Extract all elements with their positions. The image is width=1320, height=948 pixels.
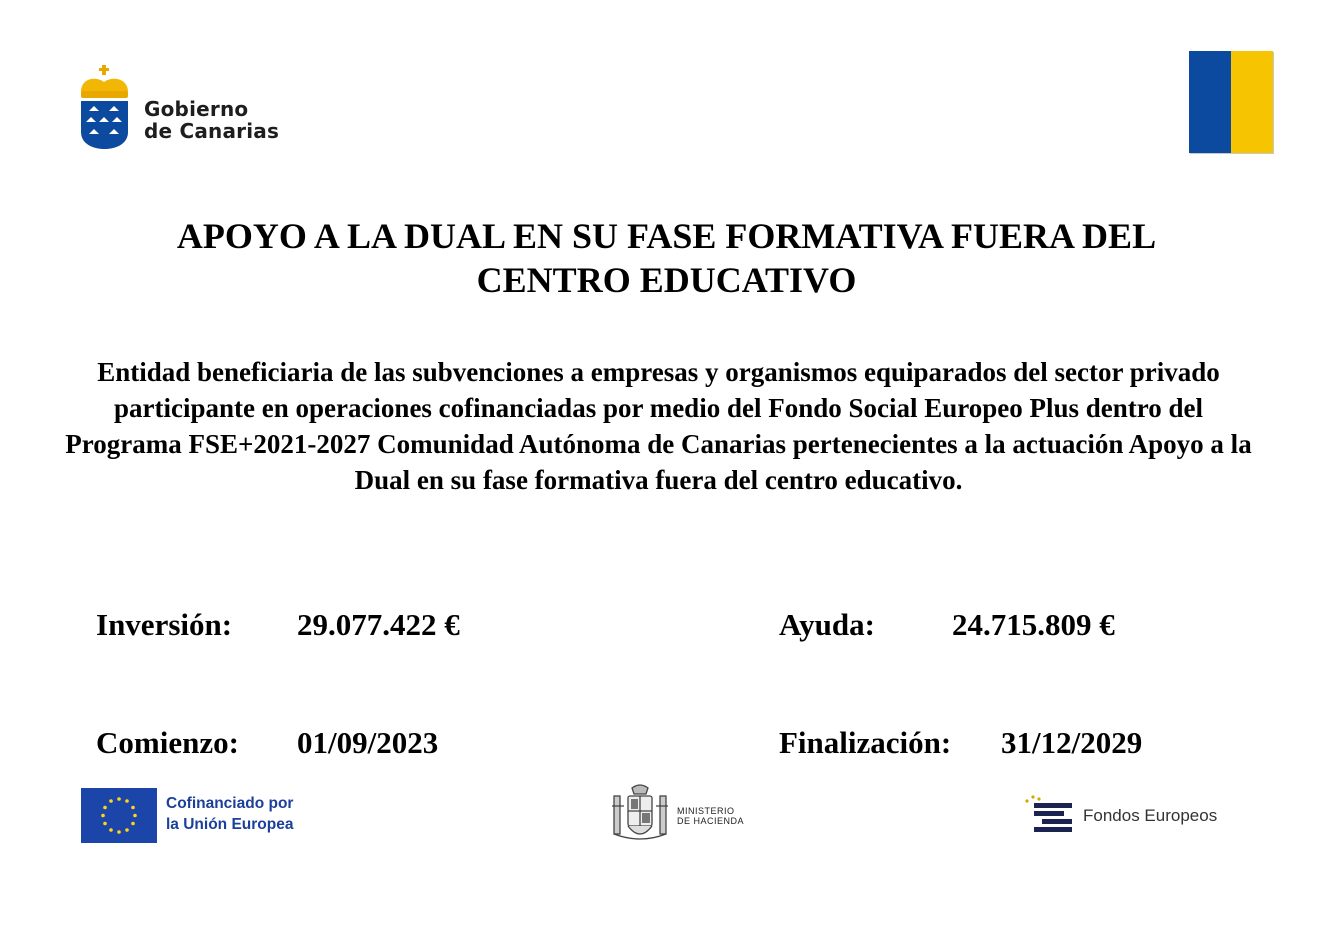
page-title xyxy=(60,214,1273,302)
eu-flag-icon xyxy=(81,788,157,843)
brand-name xyxy=(144,98,279,142)
ministry-line-2: DE HACIENDA xyxy=(677,816,745,826)
title-line-2: CENTRO EDUCATIVO xyxy=(476,260,857,300)
flag-yellow-stripe xyxy=(1231,51,1273,153)
title-line-1: APOYO A LA DUAL EN SU FASE FORMATIVA FUERA DEL xyxy=(176,216,1157,256)
fondos-europeos-logo xyxy=(1022,794,1222,836)
flag-blue-stripe xyxy=(1189,51,1231,153)
gobierno-de-canarias-logo xyxy=(78,64,318,154)
brand-line-1: Gobierno xyxy=(144,97,249,121)
investment-value: 29.077.422 € xyxy=(297,607,460,642)
start-label: Comienzo: xyxy=(96,725,239,760)
ministry-name xyxy=(677,806,744,826)
canary-islands-flag xyxy=(1189,51,1273,153)
beneficiary-description: Entidad beneficiaria de las subvenciones a empresas y organismos equiparados del sector privado participante en operaciones cofinanciadas por medio del Fondo Social Europeo Plus dentro del Programa FSE+2021-2027 Comunidad Autónoma de Canarias pertenecientes a la actuación Apoyo a la Dual en su fase formativa fuera del centro educativo. xyxy=(65,357,1252,495)
eu-text-line-2: la Unión Europea xyxy=(166,816,294,833)
eu-cofunded-text xyxy=(157,788,308,843)
crown-shield-emblem-icon xyxy=(78,64,138,154)
eu-text-line-1: Cofinanciado por xyxy=(166,795,294,812)
ministry-line-1: MINISTERIO xyxy=(677,806,735,816)
end-label: Finalización: xyxy=(779,725,952,760)
spain-coat-of-arms-icon xyxy=(610,782,670,848)
end-value: 31/12/2029 xyxy=(1001,725,1143,760)
brand-line-2: de Canarias xyxy=(144,119,280,143)
aid-label: Ayuda: xyxy=(779,607,875,642)
aid-value: 24.715.809 € xyxy=(952,607,1115,642)
eu-cofunded-logo xyxy=(81,788,308,843)
ministerio-hacienda-logo xyxy=(610,782,760,848)
start-value: 01/09/2023 xyxy=(297,725,439,760)
investment-label: Inversión: xyxy=(96,607,233,642)
fondos-europeos-emblem-icon xyxy=(1022,794,1078,836)
fondos-europeos-text: Fondos Europeos xyxy=(1083,806,1218,825)
